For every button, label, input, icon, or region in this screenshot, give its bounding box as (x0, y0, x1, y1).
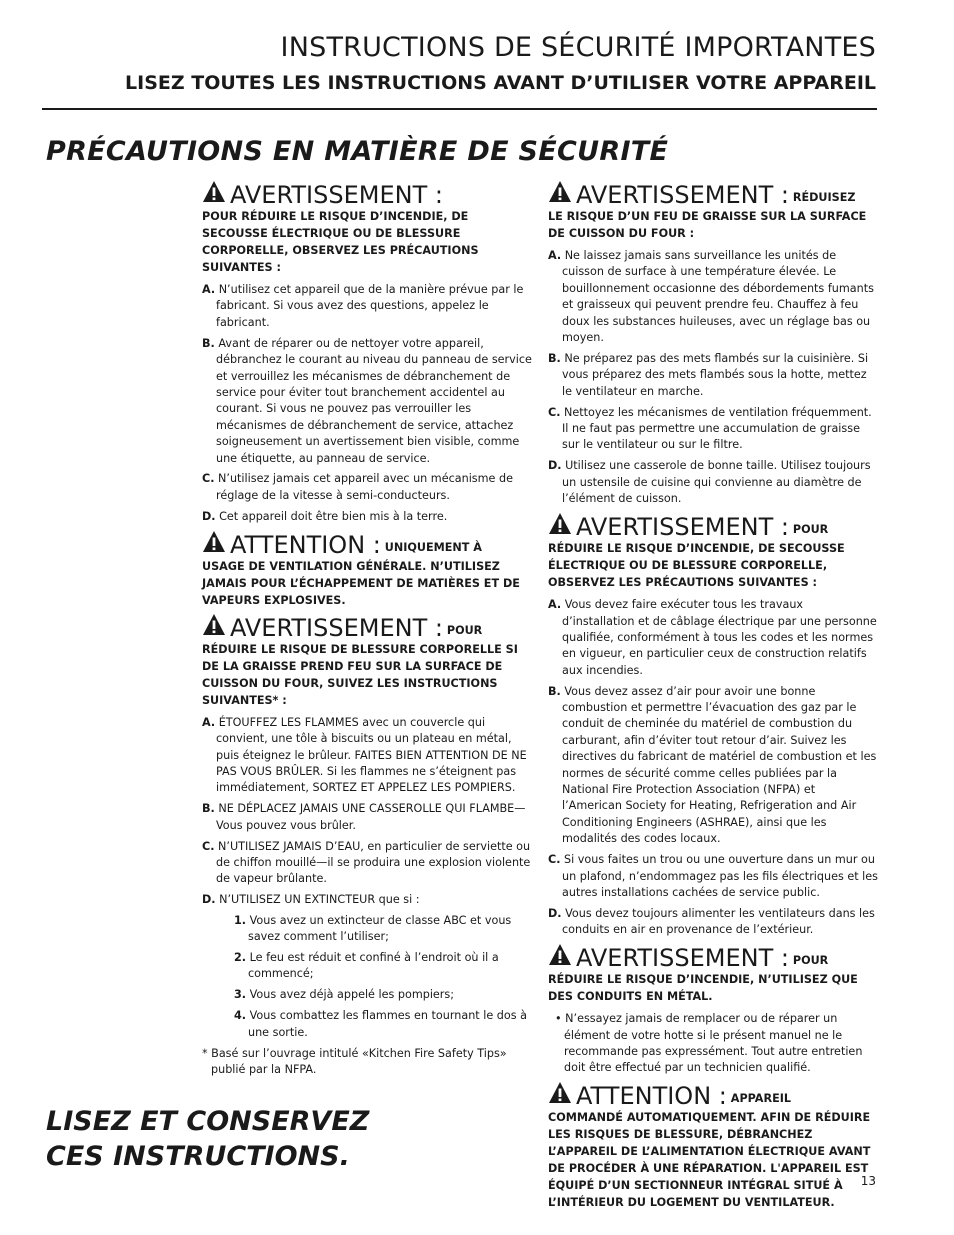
extinguisher-sublist (234, 913, 532, 1041)
closing-line-1: LISEZ ET CONSERVEZ (46, 1106, 370, 1137)
warning-heading: ATTENTION : UNIQUEMENT À USAGE DE VENTILATION GÉNÉRALE. N’UTILISEZ JAMAIS POUR L’ÉCHAPPEMENT DE MATIÈRES ET DE VAPEURS EXPLOSIVES. (202, 530, 532, 609)
warning-label: AVERTISSEMENT : (576, 181, 789, 209)
list-item: A. ÉTOUFFEZ LES FLAMMES avec un couvercle qui convient, une tôle à biscuits ou un plateau en métal, puis éteignez le brûleur. FAITES BIEN ATTENTION DE NE PAS VOUS BRÛLER. Si les flammes ne s’éteignent pas immédiatement, SORTEZ ET APPELEZ LES POMPIERS. (202, 715, 527, 795)
left-column (202, 180, 532, 1082)
warning-block-grease-surface (548, 180, 878, 508)
warning-block-metal-ducts (548, 943, 878, 1077)
warning-text: POUR RÉDUIRE LE RISQUE D’INCENDIE, DE SECOUSSE ÉLECTRIQUE OU DE BLESSURE CORPORELLE, OBSERVEZ LES PRÉCAUTIONS SUIVANTES : (202, 210, 479, 274)
sub-list-item: 3. Vous avez déjà appelé les pompiers; (234, 988, 455, 1002)
list-item: C. Si vous faites un trou ou une ouverture dans un mur ou un plafond, n’endommagez pas les fils électriques et les autres installations cachées de service public. (548, 853, 879, 899)
bullet-item: • N’essayez jamais de remplacer ou de réparer un élément de votre hotte si le présent manuel ne le recommande pas expressément. Tout autre entretien doit être effectué par un technicien qualifié. (555, 1012, 863, 1075)
warning-text: COMMANDÉ AUTOMATIQUEMENT. AFIN DE RÉDUIRE LES RISQUES DE BLESSURE, DÉBRANCHEZ L’APPAREIL DE L’ALIMENTATION ÉLECTRIQUE AVANT DE PROCÉDER À UNE RÉPARATION. L'APPAREIL EST ÉQUIPÉ D’UN SECTIONNEUR INTÉGRAL SITUÉ À L’INTÉRIEUR DU LOGEMENT DU VENTILATEUR. (548, 1110, 871, 1209)
warning-heading: AVERTISSEMENT : POUR RÉDUIRE LE RISQUE DE BLESSURE CORPORELLE SI DE LA GRAISSE PREND FEU SUR LA SURFACE DE CUISSON DU FOUR, SUIVEZ LES INSTRUCTIONS SUIVANTES* : (202, 613, 532, 709)
warning-triangle-icon (548, 180, 572, 204)
footnote: * Basé sur l’ouvrage intitulé «Kitchen Fire Safety Tips» publié par la NFPA. (202, 1046, 507, 1076)
list-item: D. Utilisez une casserole de bonne taille. Utilisez toujours un ustensile de cuisine qui convienne au diamètre de l’élément de cuisson. (548, 459, 871, 506)
warning-triangle-icon (202, 613, 226, 637)
warning-text: LE RISQUE D’UN FEU DE GRAISSE SUR LA SURFACE DE CUISSON DU FOUR : (548, 210, 867, 240)
warning-text: RÉDUIRE LE RISQUE D’INCENDIE, DE SECOUSSE ÉLECTRIQUE OU DE BLESSURE CORPORELLE, OBSERVEZ LES PRÉCAUTIONS SUIVANTES : (548, 542, 845, 590)
warning-label: ATTENTION : (576, 1081, 727, 1110)
list-item: A. Vous devez faire exécuter tous les travaux d’installation et de câblage électrique par une personne qualifiée, conformément à tous les codes et les normes en vigueur, en particulier ceux de construction relatifs aux incendies. (548, 598, 877, 677)
precaution-list (548, 597, 878, 939)
list-item: C. N’utilisez jamais cet appareil avec un mécanisme de réglage de la vitesse à semi-conducteurs. (202, 472, 513, 502)
right-column (548, 180, 878, 1215)
warning-text: RÉDUIRE LE RISQUE DE BLESSURE CORPORELLE SI DE LA GRAISSE PREND FEU SUR LA SURFACE DE CUISSON DU FOUR, SUIVEZ LES INSTRUCTIONS SUIVANTES* : (202, 642, 518, 707)
precaution-list (548, 248, 878, 508)
warning-label: AVERTISSEMENT : (230, 613, 443, 642)
precaution-list (202, 282, 532, 525)
list-item: B. Ne préparez pas des mets flambés sur la cuisinière. Si vous préparez des mets flambés sous la hotte, mettez le ventilateur en marche. (548, 351, 869, 398)
warning-triangle-icon (202, 530, 226, 554)
warning-triangle-icon (548, 1081, 572, 1105)
warning-text: USAGE DE VENTILATION GÉNÉRALE. N’UTILISEZ JAMAIS POUR L’ÉCHAPPEMENT DE MATIÈRES ET DE VAPEURS EXPLOSIVES. (202, 559, 520, 607)
warning-triangle-icon (202, 180, 226, 204)
warning-label: AVERTISSEMENT : (230, 181, 443, 209)
list-item: B. Avant de réparer ou de nettoyer votre appareil, débranchez le courant au niveau du panneau de service et verrouillez les mécanismes de débranchement de service pour éviter tout branchement accidentel au courant. Si vous ne pouvez pas verrouiller les mécanismes de débranchement de service, attachez soigneusement un avertissement bien visible, comme une étiquette, au panneau de service. (202, 336, 532, 465)
precaution-list (202, 715, 532, 1041)
list-item: B. NE DÉPLACEZ JAMAIS UNE CASSEROLLE QUI FLAMBE— Vous pouvez vous brûler. (202, 802, 526, 832)
sub-list-item: 1. Vous avez un extincteur de classe ABC et vous savez comment l’utiliser; (234, 913, 512, 944)
page-subtitle: LISEZ TOUTES LES INSTRUCTIONS AVANT D’UTILISER VOTRE APPAREIL (125, 72, 876, 94)
list-item: A. Ne laissez jamais sans surveillance les unités de cuisson de surface à une température élevée. Le bouillonnement occasionne des débordements fumants et graisseux qui peuvent prendre feu. Chauffez à feu doux les substances huileuses, avec un réglage bas ou moyen. (548, 249, 874, 345)
list-item: C. N’UTILISEZ JAMAIS D’EAU, en particulier de serviette ou de chiffon mouillé—il se produira une explosion violente de vapeur brûlante. (202, 839, 531, 886)
warning-heading: AVERTISSEMENT : POUR RÉDUIRE LE RISQUE D’INCENDIE, N’UTILISEZ QUE DES CONDUITS EN MÉTAL. (548, 943, 878, 1005)
page-number: 13 (860, 1174, 876, 1188)
warning-triangle-icon (548, 512, 572, 536)
page-title: INSTRUCTIONS DE SÉCURITÉ IMPORTANTES (280, 32, 876, 63)
warning-block-grease-fire (202, 613, 532, 1079)
closing-statement (46, 1104, 369, 1174)
warning-label: AVERTISSEMENT : (576, 944, 789, 973)
list-item: D. Vous devez toujours alimenter les ventilateurs dans les conduits en air en provenance de l’extérieur. (548, 906, 875, 937)
list-item: C. Nettoyez les mécanismes de ventilation fréquemment. Il ne faut pas permettre une accumulation de graisse sur le ventilateur ou sur le filtre. (548, 405, 872, 452)
warning-triangle-icon (548, 943, 572, 967)
warning-label: ATTENTION : (230, 530, 381, 559)
sub-list-item: 4. Vous combattez les flammes en tournant le dos à une sortie. (234, 1009, 527, 1039)
warning-heading: AVERTISSEMENT : RÉDUISEZ LE RISQUE D’UN FEU DE GRAISSE SUR LA SURFACE DE CUISSON DU FOUR : (548, 180, 878, 242)
list-item: D. Cet appareil doit être bien mis à la terre. (202, 509, 448, 523)
caution-block-ventilation (202, 530, 532, 609)
warning-block-installation (548, 512, 878, 939)
closing-line-2: CES INSTRUCTIONS. (46, 1141, 350, 1172)
list-item: B. Vous devez assez d’air pour avoir une bonne combustion et permettre l’évacuation des gaz par le conduit de cheminée du matériel de combustion du carburant, afin d’éviter tout retour d’air. Suivez les directives du fabricant de matériel de combustion et les normes de sécurité comme celles publiées par la National Fire Protection Association (NFPA) et l’American Society for Heating, Refrigeration and Air Conditioning Engineers (ASHRAE), ainsi que les modalités des codes locaux. (548, 684, 877, 846)
warning-block-fire-shock (202, 180, 532, 525)
warning-label: AVERTISSEMENT : (576, 513, 789, 542)
warning-heading (202, 180, 532, 276)
sub-list-item: 2. Le feu est réduit et confiné à l’endroit où il a commencé; (234, 950, 499, 981)
section-title: PRÉCAUTIONS EN MATIÈRE DE SÉCURITÉ (46, 136, 669, 167)
header-divider (42, 108, 877, 110)
list-item: D. N’UTILISEZ UN EXTINCTEUR que si : 1. Vous avez un extincteur de classe ABC et vous savez comment l’utiliser; 2. Le feu est réduit et confiné à l’endroit où il a commencé; 3. Vous avez déjà appelé les pompiers; 4. Vous combattez les flammes en tournant le dos à une sortie. (202, 892, 532, 1041)
warning-text: RÉDUIRE LE RISQUE D’INCENDIE, N’UTILISEZ QUE DES CONDUITS EN MÉTAL. (548, 973, 858, 1004)
warning-heading: AVERTISSEMENT : POUR RÉDUIRE LE RISQUE D’INCENDIE, DE SECOUSSE ÉLECTRIQUE OU DE BLESSURE CORPORELLE, OBSERVEZ LES PRÉCAUTIONS SUIVANTES : (548, 512, 878, 591)
caution-block-automatic (548, 1081, 878, 1211)
warning-heading: ATTENTION : APPAREIL COMMANDÉ AUTOMATIQUEMENT. AFIN DE RÉDUIRE LES RISQUES DE BLESSURE, DÉBRANCHEZ L’APPAREIL DE L’ALIMENTATION ÉLECTRIQUE AVANT DE PROCÉDER À UNE RÉPARATION. L'APPAREIL EST ÉQUIPÉ D’UN SECTIONNEUR INTÉGRAL SITUÉ À L’INTÉRIEUR DU LOGEMENT DU VENTILATEUR. (548, 1081, 878, 1211)
list-item: A. N’utilisez cet appareil que de la manière prévue par le fabricant. Si vous avez des questions, appelez le fabricant. (202, 283, 524, 329)
